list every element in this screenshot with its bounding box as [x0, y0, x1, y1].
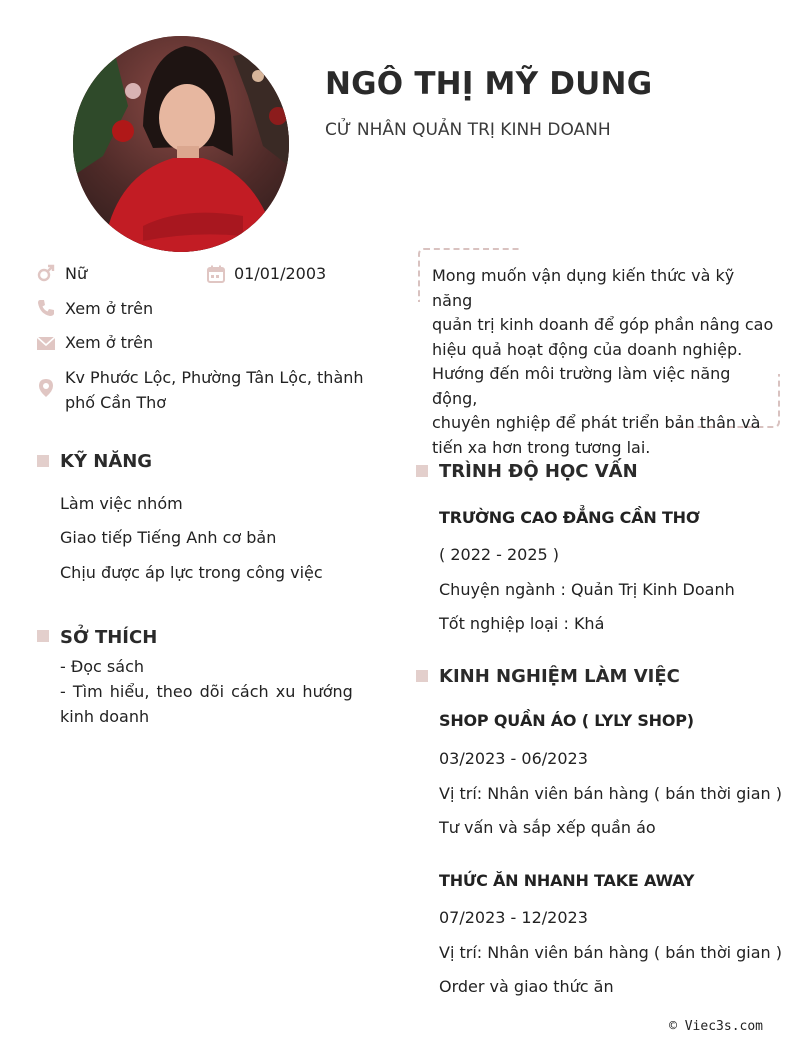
gender-value: Nữ — [65, 264, 88, 283]
job-description: Order và giao thức ăn — [439, 977, 614, 996]
hobby-line: - Tìm hiểu, theo dõi cách xu hướng — [60, 682, 353, 701]
calendar-icon — [206, 264, 226, 288]
location-pin-icon — [36, 378, 56, 402]
objective-line: hiệu quả hoạt động của doanh nghiệp. — [432, 339, 743, 359]
job-period: 07/2023 - 12/2023 — [439, 908, 588, 927]
job-description: Tư vấn và sắp xếp quần áo — [439, 818, 656, 837]
job-position: Vị trí: Nhân viên bán hàng ( bán thời gian ) — [439, 943, 783, 962]
objective-line: Hướng đến môi trường làm việc năng động, — [432, 364, 731, 408]
experience-heading: KINH NGHIỆM LÀM VIỆC — [439, 666, 680, 687]
skill-item: Chịu được áp lực trong công việc — [60, 563, 323, 582]
avatar — [73, 36, 289, 252]
job-period: 03/2023 - 06/2023 — [439, 749, 588, 768]
address-line-2: phố Cần Thơ — [65, 393, 167, 412]
education-grade: Tốt nghiệp loại : Khá — [439, 614, 605, 633]
job-company: THỨC ĂN NHANH TAKE AWAY — [439, 871, 695, 890]
hobby-line: - Đọc sách — [60, 657, 145, 676]
school-name: TRƯỜNG CAO ĐẲNG CẦN THƠ — [439, 508, 700, 527]
hobbies-heading: SỞ THÍCH — [60, 627, 158, 648]
objective-line: Mong muốn vận dụng kiến thức và kỹ năng — [432, 266, 735, 310]
candidate-name: NGÔ THỊ MỸ DUNG — [325, 66, 653, 102]
phone-icon — [36, 298, 56, 322]
job-company: SHOP QUẦN ÁO ( LYLY SHOP) — [439, 711, 694, 730]
skill-item: Giao tiếp Tiếng Anh cơ bản — [60, 528, 277, 547]
education-heading: TRÌNH ĐỘ HỌC VẤN — [439, 461, 638, 482]
phone-value: Xem ở trên — [65, 299, 154, 318]
copyright-footer: © Viec3s.com — [669, 1019, 763, 1034]
skills-heading: KỸ NĂNG — [60, 451, 153, 472]
objective-line: chuyên nghiệp để phát triển bản thân và — [432, 413, 761, 432]
gender-icon — [36, 263, 56, 287]
section-marker — [416, 465, 428, 477]
candidate-title: CỬ NHÂN QUẢN TRỊ KINH DOANH — [325, 120, 611, 140]
hobby-line: kinh doanh — [60, 707, 150, 726]
section-marker — [37, 455, 49, 467]
objective-line: tiến xa hơn trong tương lai. — [432, 437, 651, 457]
mail-icon — [36, 333, 56, 357]
education-period: ( 2022 - 2025 ) — [439, 545, 560, 564]
career-objective — [432, 264, 777, 460]
job-position: Vị trí: Nhân viên bán hàng ( bán thời gian ) — [439, 784, 783, 803]
education-major: Chuyện ngành : Quản Trị Kinh Doanh — [439, 580, 735, 599]
email-value: Xem ở trên — [65, 333, 154, 352]
birthdate-value: 01/01/2003 — [234, 264, 327, 283]
section-marker — [37, 630, 49, 642]
address-line-1: Kv Phước Lộc, Phường Tân Lộc, thành — [65, 368, 364, 387]
section-marker — [416, 670, 428, 682]
skill-item: Làm việc nhóm — [60, 494, 183, 513]
objective-line: quản trị kinh doanh để góp phần nâng cao — [432, 315, 774, 334]
